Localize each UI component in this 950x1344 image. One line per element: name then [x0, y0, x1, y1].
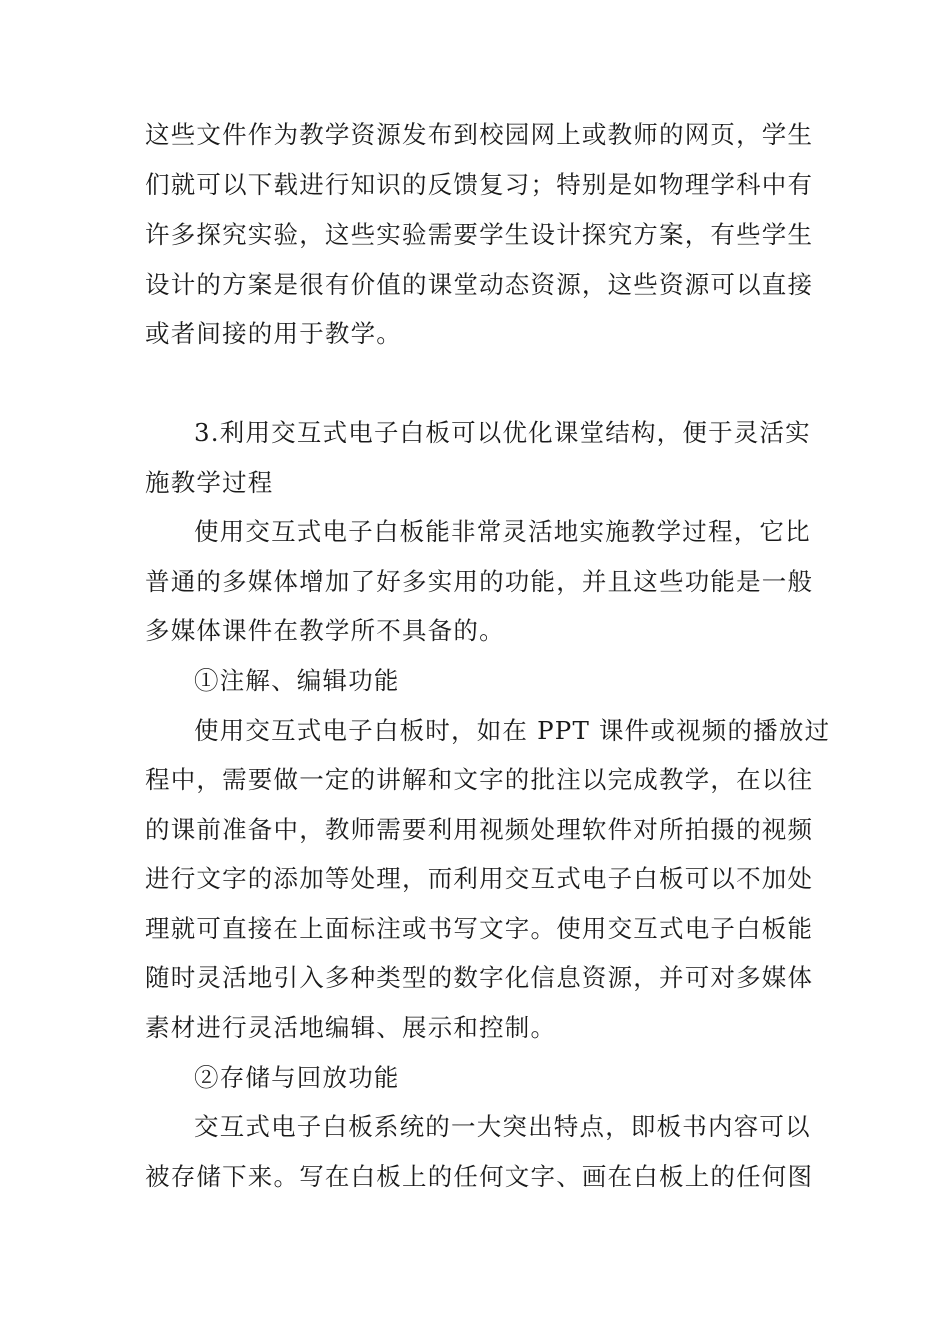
paragraph-line: 素材进行灵活地编辑、展示和控制。 — [145, 1013, 557, 1042]
paragraph-line: 的课前准备中，教师需要利用视频处理软件对所拍摄的视频 — [145, 815, 814, 844]
paragraph-line: 设计的方案是很有价值的课堂动态资源，这些资源可以直接 — [145, 270, 814, 299]
paragraph-line: 这些文件作为教学资源发布到校园网上或教师的网页，学生 — [145, 120, 814, 149]
paragraph-line: 或者间接的用于教学。 — [145, 319, 402, 348]
paragraph-line: 普通的多媒体增加了好多实用的功能，并且这些功能是一般 — [145, 567, 814, 596]
paragraph-line: 被存储下来。写在白板上的任何文字、画在白板上的任何图 — [145, 1162, 814, 1191]
paragraph-line: 许多探究实验，这些实验需要学生设计探究方案，有些学生 — [145, 220, 814, 249]
subsection-heading: ①注解、编辑功能 — [194, 666, 400, 695]
section-heading-continued: 施教学过程 — [145, 468, 274, 497]
paragraph-line: 们就可以下载进行知识的反馈复习；特别是如物理学科中有 — [145, 170, 814, 199]
paragraph-line: 使用交互式电子白板能非常灵活地实施教学过程，它比 — [194, 517, 811, 546]
paragraph-line: 多媒体课件在教学所不具备的。 — [145, 616, 505, 645]
paragraph-line: 程中，需要做一定的讲解和文字的批注以完成教学，在以往 — [145, 765, 814, 794]
section-heading: 3.利用交互式电子白板可以优化课堂结构，便于灵活实 — [194, 418, 811, 447]
paragraph-line: 使用交互式电子白板时，如在 PPT 课件或视频的播放过 — [194, 716, 831, 745]
paragraph-line: 进行文字的添加等处理，而利用交互式电子白板可以不加处 — [145, 864, 814, 893]
paragraph-line: 随时灵活地引入多种类型的数字化信息资源，并可对多媒体 — [145, 963, 814, 992]
paragraph-line: 交互式电子白板系统的一大突出特点，即板书内容可以 — [194, 1112, 811, 1141]
paragraph-line: 理就可直接在上面标注或书写文字。使用交互式电子白板能 — [145, 914, 814, 943]
subsection-heading: ②存储与回放功能 — [194, 1063, 400, 1092]
